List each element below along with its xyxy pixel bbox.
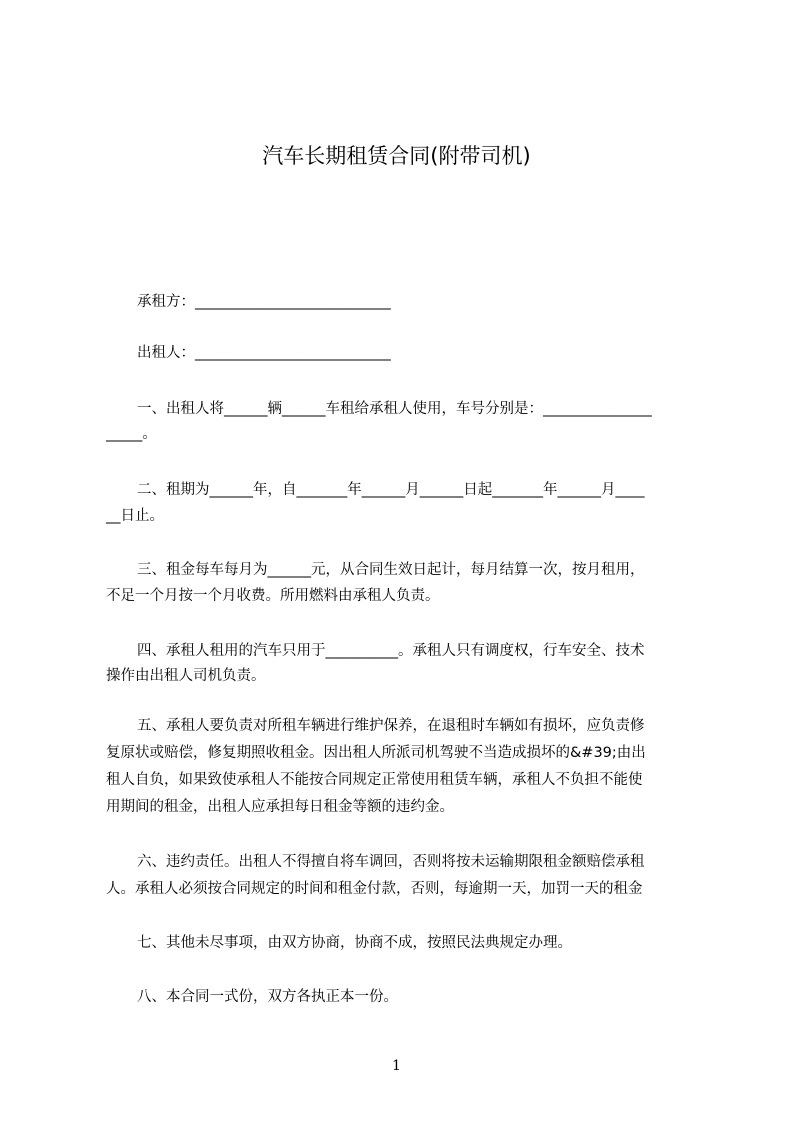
clause-5-line-2: 复原状或赔偿，修复期照收租金。因出租人所派司机驾驶不当造成损坏的&#39;由出 <box>106 745 646 761</box>
clause-2-line-2: __日止。 <box>106 508 164 524</box>
clause-1-line-1: 一、出租人将______辆______车租给承租人使用，车号分别是：_______________ <box>137 401 652 417</box>
clause-5-line-3: 租人自负，如果致使承租人不能按合同规定正常使用租赁车辆，承租人不负担不能使 <box>106 772 643 788</box>
lessor-line: 出租人：___________________________ <box>137 345 391 361</box>
clause-6-line-2: 人。承租人必须按合同规定的时间和租金付款，否则，每逾期一天，加罚一天的租金 <box>106 881 643 897</box>
clause-3-line-2: 不足一个月按一个月收费。所用燃料由承租人负责。 <box>106 588 440 604</box>
clause-2-line-1: 二、租期为______年，自_______年______月______日起_______年______月____ <box>137 482 645 498</box>
clause-1-line-2: _____。 <box>106 426 157 442</box>
document-title: 汽车长期租赁合同(附带司机) <box>262 144 531 168</box>
clause-3-line-1: 三、租金每车每月为______元，从合同生效日起计，每月结算一次，按月租用， <box>137 562 645 578</box>
clause-8: 八、本合同一式份，双方各执正本一份。 <box>137 989 398 1005</box>
lessee-line: 承租方：___________________________ <box>137 294 391 310</box>
page-number: 1 <box>392 1058 401 1074</box>
clause-5-line-4: 用期间的租金，出租人应承担每日租金等额的违约金。 <box>106 799 454 815</box>
clause-5-line-1: 五、承租人要负责对所租车辆进行维护保养，在退租时车辆如有损坏，应负责修 <box>137 718 645 734</box>
clause-4-line-2: 操作由出租人司机负责。 <box>106 668 266 684</box>
clause-4-line-1: 四、承租人租用的汽车只用于__________。承租人只有调度权，行车安全、技术 <box>137 643 645 659</box>
clause-6-line-1: 六、违约责任。出租人不得擅自将车调回，否则将按未运输期限租金额赔偿承租 <box>137 854 645 870</box>
clause-7: 七、其他未尽事项，由双方协商，协商不成，按照民法典规定办理。 <box>137 935 572 951</box>
